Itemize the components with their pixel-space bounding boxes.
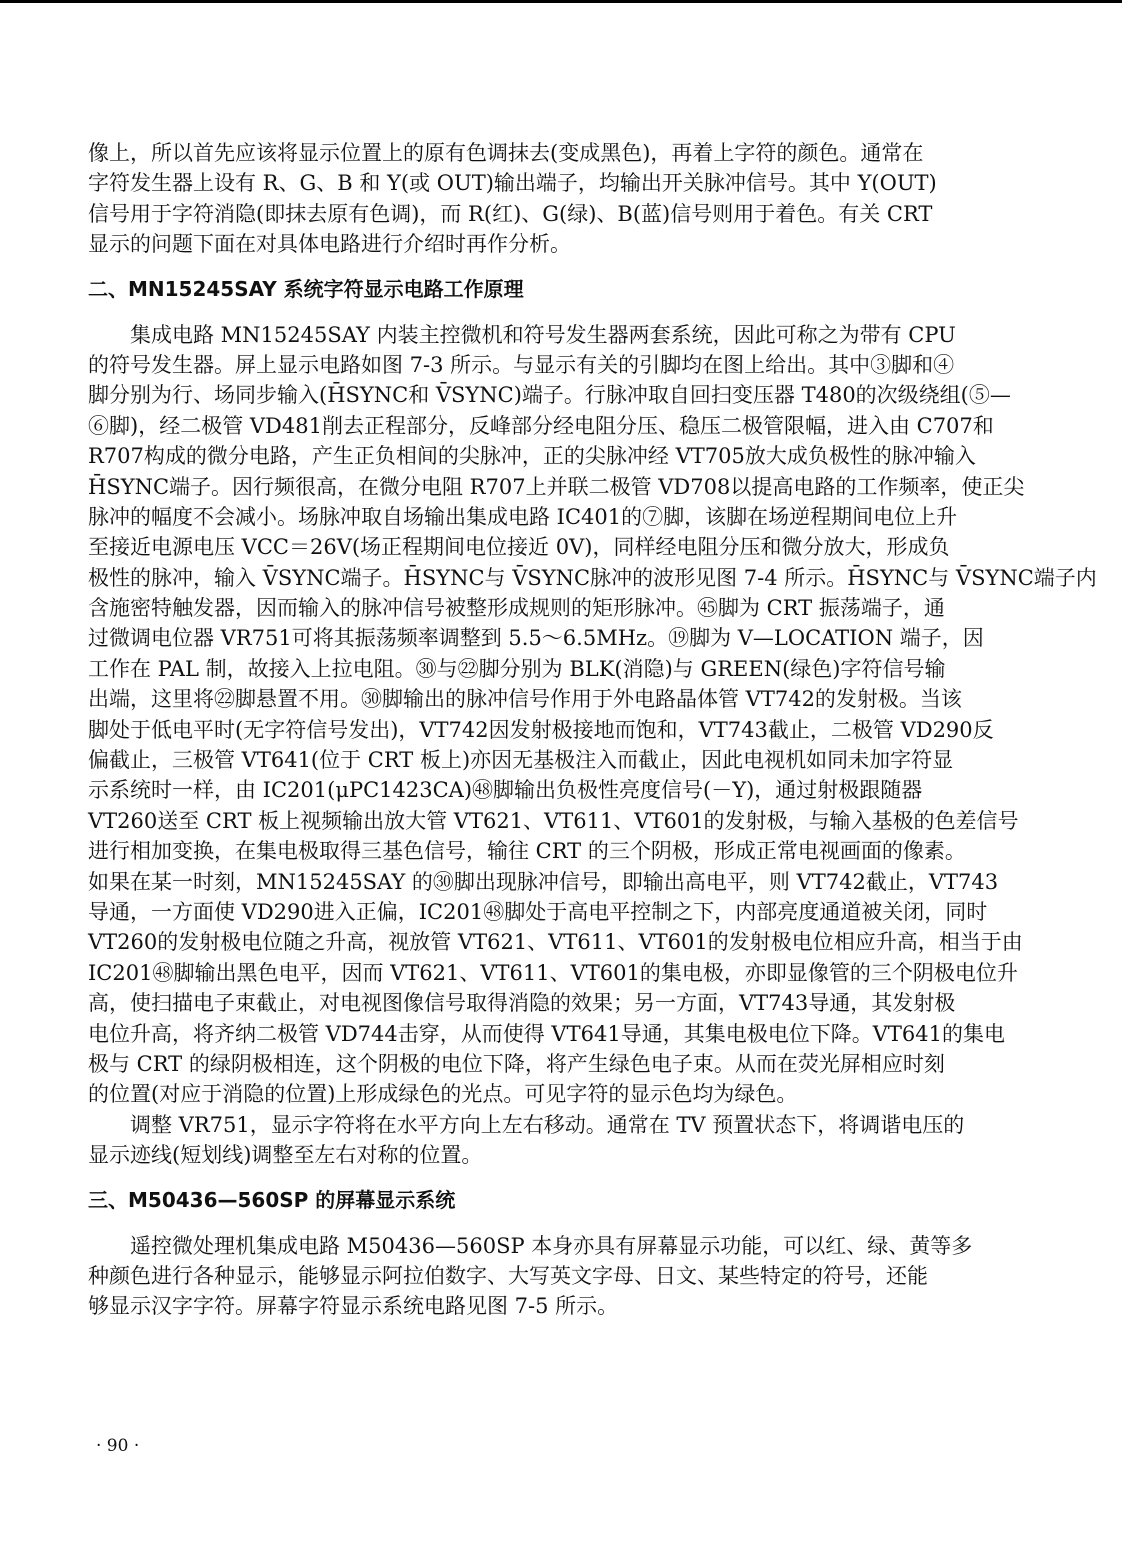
text-line: 至接近电源电压 VCC＝26V(场正程期间电位接近 0V)，同样经电阻分压和微分放大，形成负 [88,535,950,560]
text-line: 极与 CRT 的绿阴极相连，这个阴极的电位下降，将产生绿色电子束。从而在荧光屏相应时刻 [88,1051,945,1076]
text-line: 含施密特触发器，因而输入的脉冲信号被整形成规则的矩形脉冲。㊺脚为 CRT 振荡端子，通 [88,596,945,621]
text-line: 信号用于字符消隐(即抹去原有色调)，而 R(红)、G(绿)、B(蓝)信号则用于着色。有关 CRT [88,201,933,226]
text-line: R707构成的微分电路，产生正负相间的尖脉冲，正的尖脉冲经 VT705放大成负极性的脉冲输入 [88,444,976,469]
text-line: 种颜色进行各种显示，能够显示阿拉伯数字、大写英文字母、日文、某些特定的符号，还能 [88,1263,928,1288]
section-heading-3: 三、M50436—560SP 的屏幕显示系统 [88,1187,456,1212]
text-line: 的符号发生器。屏上显示电路如图 7-3 所示。与显示有关的引脚均在图上给出。其中③脚和④ [88,352,955,377]
text-line: VT260送至 CRT 板上视频输出放大管 VT621、VT611、VT601的发射极，与输入基极的色差信号 [88,808,1019,833]
text-line: 脉冲的幅度不会减小。场脉冲取自场输出集成电路 IC401的⑦脚，该脚在场逆程期间电位上升 [88,504,958,529]
text-line: 偏截止，三极管 VT641(位于 CRT 板上)亦因无基极注入而截止，因此电视机如同未加字符显 [88,748,954,773]
text-line: 显示的问题下面在对具体电路进行介绍时再作分析。 [88,232,571,257]
text-line: 够显示汉字字符。屏幕字符显示系统电路见图 7-5 所示。 [88,1294,619,1319]
text-line: 集成电路 MN15245SAY 内装主控微机和符号发生器两套系统，因此可称之为带有 CPU [88,322,956,347]
text-line: 工作在 PAL 制，故接入上拉电阻。㉚与㉒脚分别为 BLK(消隐)与 GREEN(绿色)字符信号输 [88,656,946,681]
text-line: 导通，一方面使 VD290进入正偏，IC201㊽脚处于高电平控制之下，内部亮度通道被关闭，同时 [88,899,988,924]
top-border-rule [0,0,1122,3]
text-line: 调整 VR751，显示字符将在水平方向上左右移动。通常在 TV 预置状态下，将调谐电压的 [88,1112,965,1137]
text-line: 电位升高，将齐纳二极管 VD744击穿，从而使得 VT641导通，其集电极电位下降。VT641的集电 [88,1021,1005,1046]
text-line: 过微调电位器 VR751可将其振荡频率调整到 5.5～6.5MHz。⑲脚为 V—LOCATION 端子，因 [88,626,984,651]
text-line: ⑥脚)，经二极管 VD481削去正程部分，反峰部分经电阻分压、稳压二极管限幅，进入由 C707和 [88,413,994,438]
intro-paragraph [88,138,958,260]
text-line: 显示迹线(短划线)调整至左右对称的位置。 [88,1143,483,1168]
text-line: 如果在某一时刻，MN15245SAY 的㉚脚出现脉冲信号，即输出高电平，则 VT742截止，VT743 [88,869,999,894]
text-line: VT260的发射极电位随之升高，视放管 VT621、VT611、VT601的发射极电位相应升高，相当于由 [88,930,1023,955]
text-line: 出端，这里将㉒脚悬置不用。㉚脚输出的脉冲信号作用于外电路晶体管 VT742的发射极。当该 [88,687,962,712]
text-line: H̄SYNC端子。因行频很高，在微分电阻 R707上并联二极管 VD708以提高电路的工作频率，使正尖 [88,474,1025,499]
text-line: 遥控微处理机集成电路 M50436—560SP 本身亦具有屏幕显示功能，可以红、绿、黄等多 [88,1233,973,1258]
text-line: 脚分别为行、场同步输入(H̄SYNC和 V̄SYNC)端子。行脉冲取自回扫变压器 T480的次级绕组(⑤— [88,383,1011,408]
text-line: 的位置(对应于消隐的位置)上形成绿色的光点。可见字符的显示色均为绿色。 [88,1082,798,1107]
page-body [88,138,1097,1322]
text-line: 示系统时一样，由 IC201(μPC1423CA)㊽脚输出负极性亮度信号(－Y)，通过射极跟随器 [88,778,923,803]
section2-paragraph-1 [88,320,1097,1110]
section-heading-2: 二、MN15245SAY 系统字符显示电路工作原理 [88,276,524,301]
text-line: 脚处于低电平时(无字符信号发出)，VT742因发射极接地而饱和，VT743截止，二极管 VD290反 [88,717,994,742]
page-number: · 90 · [96,1436,140,1456]
text-line: 像上，所以首先应该将显示位置上的原有色调抹去(变成黑色)，再着上字符的颜色。通常在 [88,141,924,165]
text-line: 字符发生器上设有 R、G、B 和 Y(或 OUT)输出端子，均输出开关脉冲信号。其中 Y(OUT) [88,171,937,196]
text-line: 高，使扫描电子束截止，对电视图像信号取得消隐的效果；另一方面，VT743导通，其发射极 [88,991,956,1016]
text-line: IC201㊽脚输出黑色电平，因而 VT621、VT611、VT601的集电极，亦即显像管的三个阴极电位升 [88,960,1018,985]
text-line: 极性的脉冲，输入 V̄SYNC端子。H̄SYNC与 V̄SYNC脉冲的波形见图 7-4 所示。H̄SYNC与 V̄SYNC端子内 [88,565,1097,590]
section2-paragraph-2 [88,1110,965,1171]
text-line: 进行相加变换，在集电极取得三基色信号，输往 CRT 的三个阴极，形成正常电视画面的像素。 [88,839,966,864]
section3-paragraph [88,1231,973,1322]
